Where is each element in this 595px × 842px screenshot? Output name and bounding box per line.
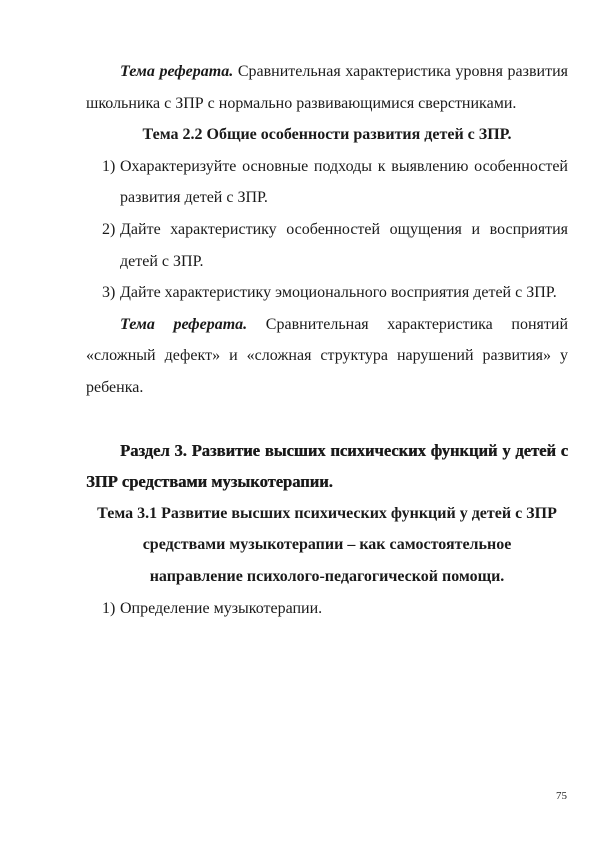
list-item-number: 1) xyxy=(102,599,116,617)
abstract-topic-label: Тема реферата. xyxy=(120,315,248,333)
list-item xyxy=(86,593,568,625)
list-item-number: 1) xyxy=(102,157,116,175)
list-item xyxy=(86,151,568,214)
page-number: 75 xyxy=(556,790,567,802)
list-item-text: Дайте характеристику особенностей ощущения и восприятия детей с ЗПР. xyxy=(120,220,568,270)
topic-2-2-heading: Тема 2.2 Общие особенности развития детей с ЗПР. xyxy=(142,126,512,144)
list-item-text: Дайте характеристику эмоционального восприятия детей с ЗПР. xyxy=(120,284,557,302)
list-item-text: Определение музыкотерапии. xyxy=(120,599,323,617)
abstract-topic-text: Сравнительная характеристика уровня развития школьника с ЗПР с нормально развивающимися сверстниками. xyxy=(86,63,569,112)
abstract-topic-text: Сравнительная характеристика понятий «сложный дефект» и «сложная структура нарушений развития» у ребенка. xyxy=(86,315,569,396)
list-item-number: 2) xyxy=(102,220,116,238)
page-content xyxy=(86,56,568,624)
section-3-heading: Раздел 3. Развитие высших психических функций у детей с ЗПР средствами музыкотерапии. xyxy=(86,440,568,492)
abstract-topic-label: Тема реферата. xyxy=(120,63,234,80)
list-item xyxy=(86,214,568,277)
abstract-topic-paragraph-2 xyxy=(86,309,568,404)
list-item xyxy=(86,277,568,309)
abstract-topic-paragraph-1 xyxy=(86,56,568,119)
topic-3-1-heading: Тема 3.1 Развитие высших психических функций у детей с ЗПР средствами музыкотерапии – как самостоятельное направление психолого-педагогической помощи. xyxy=(97,504,557,585)
list-item-number: 3) xyxy=(102,284,116,302)
list-item-text: Охарактеризуйте основные подходы к выявлению особенностей развития детей с ЗПР. xyxy=(120,157,568,207)
